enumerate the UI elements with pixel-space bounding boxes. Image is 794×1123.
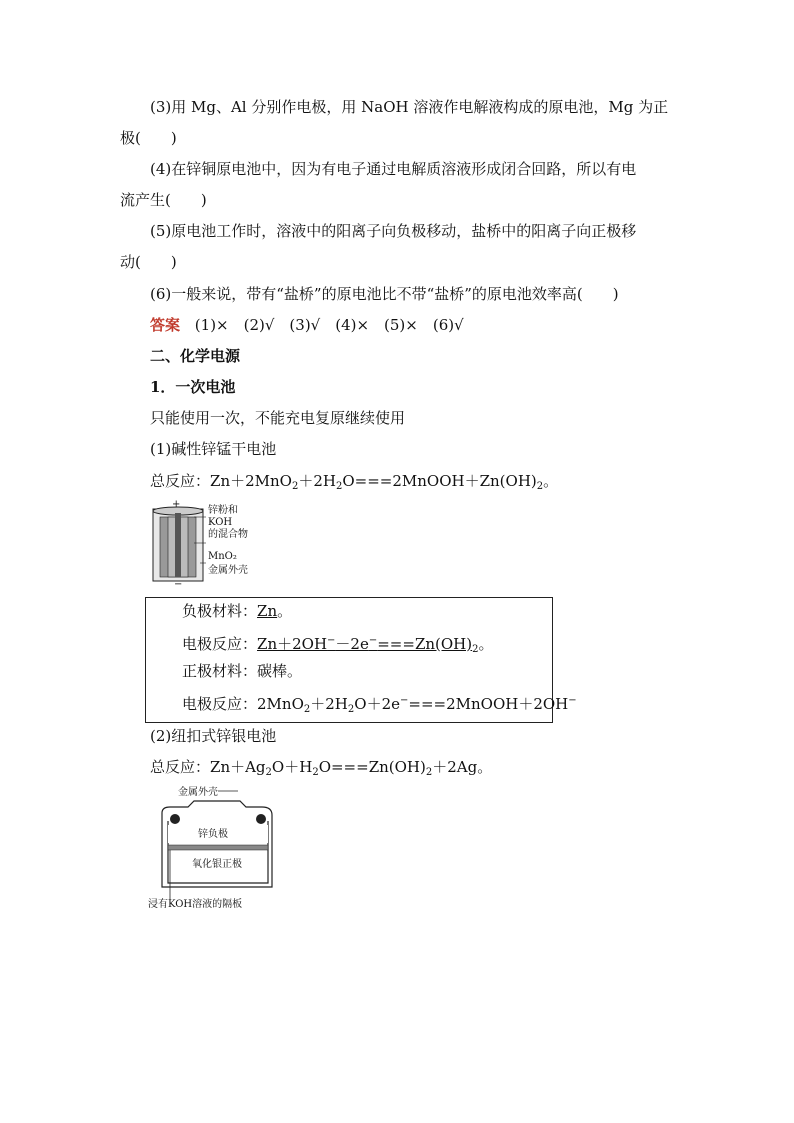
alkaline-battery-figure	[150, 499, 260, 590]
fig2-label-anode: 锌负极	[198, 829, 228, 840]
negative-reaction-equation: $Zn+2OH^--2e^-===Zn(OH)_2$	[257, 635, 479, 655]
positive-material-label: 正极材料：	[182, 662, 258, 680]
item-alkaline-battery: (1)碱性锌锰干电池	[150, 440, 277, 458]
negative-material-value: Zn	[257, 602, 278, 620]
item-button-battery: (2)纽扣式锌银电池	[150, 727, 277, 745]
fig2-label-separator: 浸有KOH溶液的隔板	[148, 899, 243, 910]
fig1-label-shell: 金属外壳	[208, 565, 248, 576]
fig1-label-koh: KOH	[208, 517, 233, 528]
question-3-line1: (3)用 Mg、Al 分别作电极，用 NaOH 溶液作电解液构成的原电池，Mg 为正	[150, 98, 669, 116]
plus-sign: +	[172, 499, 181, 510]
button-battery-figure	[148, 783, 278, 913]
answer-text: (1)× (2)√ (3)√ (4)× (5)× (6)√	[194, 316, 464, 334]
fig2-label-shell: 金属外壳	[178, 787, 218, 798]
negative-reaction-line: 电极反应：$Zn+2OH^--2e^-===Zn(OH)_2$。	[182, 635, 494, 655]
total-reaction-1	[150, 471, 710, 497]
positive-reaction-label: 电极反应：	[182, 695, 258, 713]
total-reaction-2	[150, 757, 710, 783]
button-cell-diagram-icon	[148, 783, 278, 913]
total-reaction-label-2: 总反应：	[150, 758, 211, 776]
answer-label: 答案	[150, 316, 181, 334]
total-reaction-label: 总反应：	[150, 472, 211, 490]
subsection-heading: 1．一次电池	[150, 378, 236, 396]
positive-material-line	[182, 661, 742, 681]
reaction-equation-2: $Zn+Ag_2O+H_2O===Zn(OH)_2+2Ag$。	[210, 758, 493, 778]
question-3-line2: 极( )	[120, 129, 177, 147]
question-6: (6)一般来说，带有“盐桥”的原电池比不带“盐桥”的原电池效率高( )	[150, 285, 619, 303]
positive-reaction-equation: $2MnO_2+2H_2O+2e^-===2MnOOH+2OH^-$	[257, 695, 577, 715]
answer-line	[150, 315, 710, 335]
question-5-line1: (5)原电池工作时，溶液中的阳离子向负极移动，盐桥中的阳离子向正极移	[150, 222, 637, 240]
question-4-line2: 流产生( )	[120, 191, 207, 209]
minus-sign: −	[174, 579, 183, 590]
question-4-line1: (4)在锌铜原电池中，因为有电子通过电解质溶液形成闭合回路，所以有电	[150, 160, 637, 178]
fig1-label-mixture: 的混合物	[208, 529, 248, 540]
section-description: 只能使用一次，不能充电复原继续使用	[150, 409, 406, 427]
negative-material-label: 负极材料：	[182, 602, 258, 620]
reaction-equation-1: $Zn+2MnO_2+2H_2O===2MnOOH+Zn(OH)_2$。	[210, 472, 559, 492]
positive-reaction-line	[182, 691, 742, 720]
question-5-line2: 动( )	[120, 253, 177, 271]
fig1-label-mno2: MnO₂	[208, 551, 237, 562]
fig1-label-zinc: 锌粉和	[208, 505, 238, 516]
positive-material-value: 碳棒。	[257, 662, 303, 680]
section-heading: 二、化学电源	[150, 347, 241, 365]
fig2-label-cathode: 氧化银正极	[192, 859, 242, 870]
negative-material-line: 负极材料：Zn。	[182, 602, 293, 620]
negative-reaction-label: 电极反应：	[182, 635, 258, 653]
